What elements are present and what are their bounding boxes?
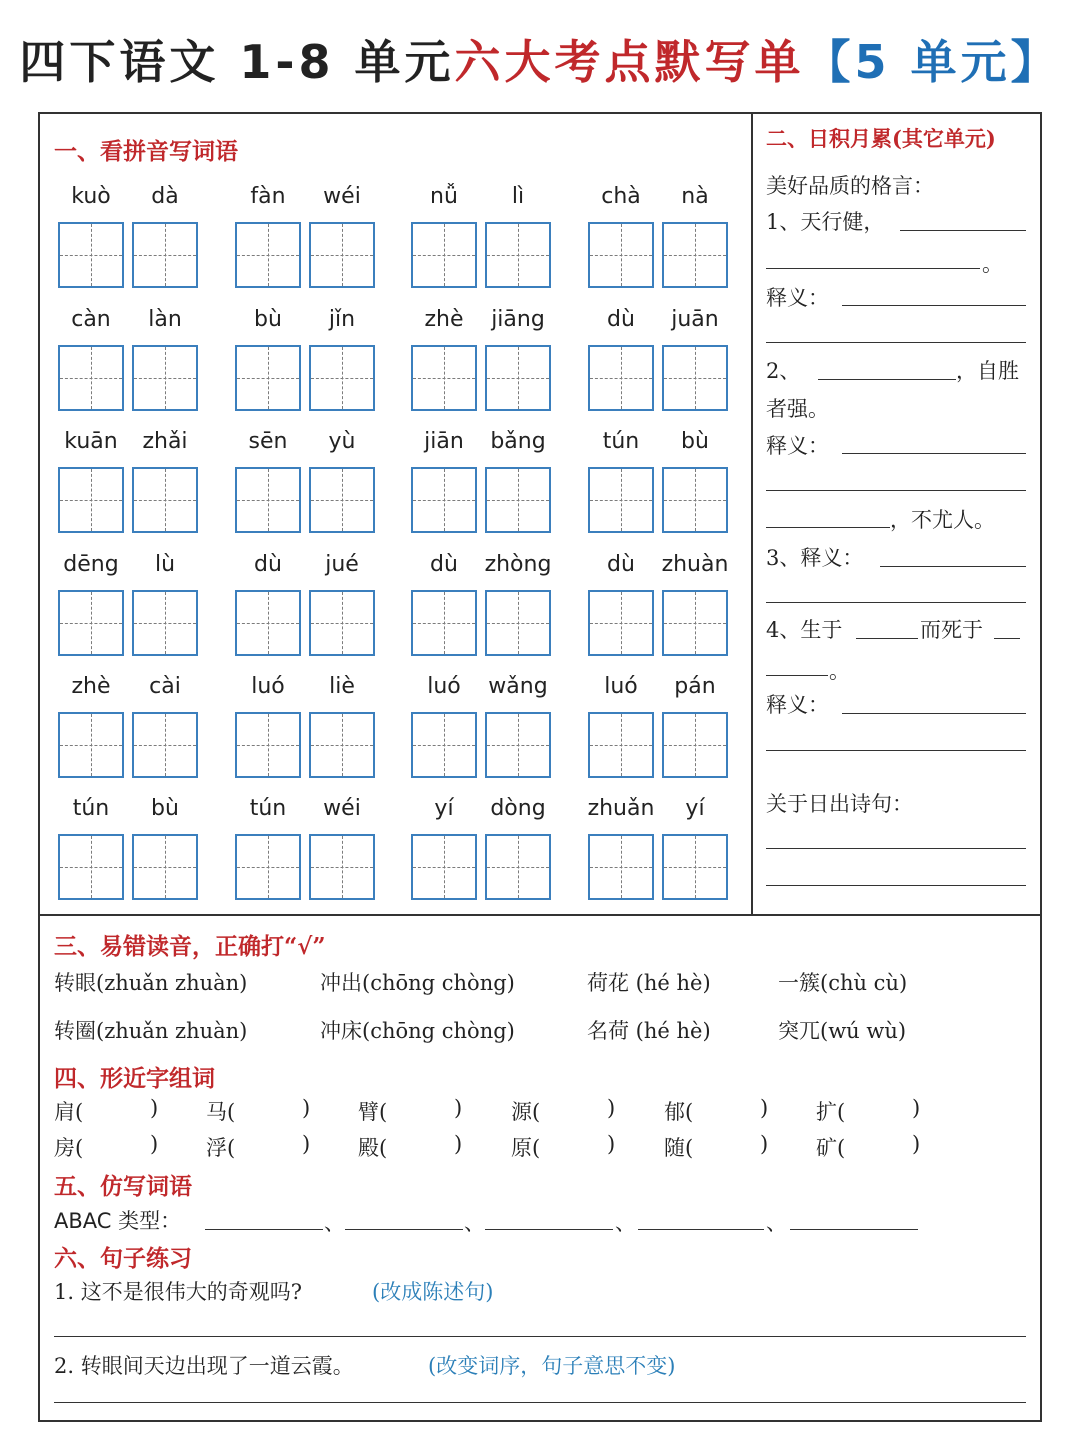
proverb-4-text: 4、生于 <box>766 618 843 642</box>
pinyin-label: wéi <box>323 796 361 821</box>
writing-box[interactable] <box>132 834 198 900</box>
writing-box[interactable] <box>485 834 551 900</box>
sentence-2-instruction: (改变词序，句子意思不变) <box>428 1354 676 1378</box>
pinyin-label: cài <box>149 674 181 699</box>
pinyin-label: zhǎi <box>142 429 188 454</box>
writing-box[interactable] <box>132 590 198 656</box>
proverb-1-blank-2[interactable] <box>766 268 980 269</box>
word-blank-close[interactable]: ) <box>607 1096 616 1120</box>
abac-separator: 、 <box>324 1211 345 1235</box>
pinyin-label: dù <box>254 552 282 577</box>
abac-separator: 、 <box>464 1211 485 1235</box>
pinyin-label: làn <box>148 307 182 332</box>
pinyin-label: zhuàn <box>661 552 729 577</box>
proverb-1-text: 1、天行健， <box>766 210 885 234</box>
writing-box[interactable] <box>58 834 124 900</box>
writing-box[interactable] <box>235 467 301 533</box>
pinyin-label: jǐn <box>328 307 356 332</box>
pinyin-label: zhè <box>71 674 111 699</box>
abac-blank-2[interactable] <box>345 1229 463 1230</box>
writing-box[interactable] <box>58 222 124 288</box>
pinyin-label: kuò <box>71 184 111 209</box>
pinyin-label: yù <box>328 429 356 454</box>
sentence-1-instruction: (改成陈述句) <box>372 1280 494 1304</box>
writing-box[interactable] <box>485 712 551 778</box>
section1-heading: 一、看拼音写词语 <box>54 138 238 165</box>
writing-box[interactable] <box>58 590 124 656</box>
writing-box[interactable] <box>132 345 198 411</box>
word-blank-close[interactable]: ) <box>302 1132 311 1156</box>
pinyin-label: bù <box>151 796 179 821</box>
writing-box[interactable] <box>235 834 301 900</box>
writing-box[interactable] <box>235 590 301 656</box>
word-blank-close[interactable]: ) <box>760 1132 769 1156</box>
pinyin-label: bù <box>254 307 282 332</box>
proverb-4-blank-2[interactable] <box>994 638 1020 639</box>
word-blank-close[interactable]: ) <box>150 1132 159 1156</box>
pronunciation-item[interactable]: 转圈(zhuǎn zhuàn) <box>54 1019 248 1043</box>
proverb-2-blank[interactable] <box>818 379 956 380</box>
writing-box[interactable] <box>588 467 654 533</box>
pinyin-label: yí <box>685 796 705 821</box>
writing-box[interactable] <box>309 590 375 656</box>
pinyin-label: chà <box>601 184 641 209</box>
pinyin-label: jiān <box>424 429 464 454</box>
pronunciation-item[interactable]: 冲床(chōng chòng) <box>320 1019 515 1043</box>
pinyin-label: kuān <box>64 429 118 454</box>
writing-box[interactable] <box>58 712 124 778</box>
proverb-4-meaning-blank[interactable] <box>842 713 1026 714</box>
pinyin-label: liè <box>329 674 355 699</box>
writing-box[interactable] <box>411 222 477 288</box>
sunrise-poem-blank[interactable] <box>766 848 1026 849</box>
proverb-4-meaning-blank-2[interactable] <box>766 750 1026 751</box>
word-blank-close[interactable]: ) <box>607 1132 616 1156</box>
pinyin-label: càn <box>71 307 111 332</box>
writing-box[interactable] <box>485 222 551 288</box>
proverb-3-blank[interactable] <box>766 527 890 528</box>
similar-character: 马( <box>206 1100 236 1124</box>
writing-box[interactable] <box>662 222 728 288</box>
sentence-2: 2. 转眼间天边出现了一道云霞。 <box>54 1354 354 1378</box>
similar-character: 房( <box>54 1136 84 1160</box>
writing-box[interactable] <box>485 345 551 411</box>
proverb-2-number: 2、 <box>766 359 801 383</box>
writing-box[interactable] <box>588 834 654 900</box>
word-blank-close[interactable]: ) <box>454 1096 463 1120</box>
pinyin-label: fàn <box>250 184 286 209</box>
sunrise-poem-label: 关于日出诗句： <box>766 792 913 816</box>
pronunciation-item[interactable]: 冲出(chōng chòng) <box>320 971 515 995</box>
writing-box[interactable] <box>662 834 728 900</box>
proverb-1-meaning-blank[interactable] <box>842 305 1026 306</box>
writing-box[interactable] <box>411 590 477 656</box>
writing-box[interactable] <box>662 467 728 533</box>
proverb-2-text-2: 者强。 <box>766 397 829 421</box>
writing-box[interactable] <box>58 345 124 411</box>
proverb-2-meaning-label: 释义： <box>766 434 829 458</box>
similar-character: 浮( <box>206 1136 236 1160</box>
proverb-3-text: ，不尤人。 <box>890 508 995 532</box>
proverb-3-meaning-blank[interactable] <box>880 566 1026 567</box>
proverb-1-blank[interactable] <box>900 230 1026 231</box>
proverb-3-meaning-blank-2[interactable] <box>766 602 1026 603</box>
writing-box[interactable] <box>309 345 375 411</box>
section2-heading: 二、日积月累(其它单元) <box>766 126 996 151</box>
pinyin-label: lù <box>154 552 176 577</box>
title-part-3: 【5 单元】 <box>804 35 1061 89</box>
proverb-1-meaning-blank-2[interactable] <box>766 342 1026 343</box>
word-blank-close[interactable]: ) <box>454 1132 463 1156</box>
similar-character: 源( <box>511 1100 541 1124</box>
pinyin-label: wǎng <box>488 674 548 699</box>
writing-box[interactable] <box>309 222 375 288</box>
proverb-1-period: 。 <box>982 252 1003 276</box>
writing-box[interactable] <box>588 712 654 778</box>
sentence-2-answer-line[interactable] <box>54 1402 1026 1403</box>
proverb-4-period: 。 <box>829 659 850 683</box>
writing-box[interactable] <box>411 712 477 778</box>
pinyin-label: zhè <box>424 307 464 332</box>
similar-character: 原( <box>511 1136 541 1160</box>
pinyin-label: dēng <box>63 552 119 577</box>
similar-character: 随( <box>664 1136 694 1160</box>
writing-box[interactable] <box>411 467 477 533</box>
pinyin-label: zhòng <box>484 552 552 577</box>
proverb-2-meaning-blank-2[interactable] <box>766 490 1026 491</box>
title-part-2: 六大考点默写单 <box>454 35 805 89</box>
title-part-1: 四下语文 1-8 单元 <box>19 35 455 89</box>
writing-box[interactable] <box>235 345 301 411</box>
pinyin-label: tún <box>602 429 640 454</box>
pronunciation-item[interactable]: 名荷 (hé hè) <box>587 1019 711 1043</box>
similar-character: 臂( <box>358 1100 388 1124</box>
pinyin-label: nà <box>681 184 709 209</box>
abac-blank-4[interactable] <box>638 1229 764 1230</box>
writing-box[interactable] <box>662 345 728 411</box>
pinyin-label: lì <box>511 184 525 209</box>
pinyin-label: tún <box>249 796 287 821</box>
word-blank-close[interactable]: ) <box>912 1096 921 1120</box>
pronunciation-item[interactable]: 转眼(zhuǎn zhuàn) <box>54 971 248 995</box>
section5-heading: 五、仿写词语 <box>54 1173 192 1200</box>
pinyin-label: wéi <box>323 184 361 209</box>
abac-separator: 、 <box>615 1211 636 1235</box>
similar-character: 矿( <box>816 1136 846 1160</box>
word-blank-close[interactable]: ) <box>150 1096 159 1120</box>
writing-box[interactable] <box>132 222 198 288</box>
word-blank-close[interactable]: ) <box>302 1096 311 1120</box>
writing-box[interactable] <box>411 345 477 411</box>
pinyin-label: dù <box>607 307 635 332</box>
similar-character: 殿( <box>358 1136 388 1160</box>
pinyin-label: luó <box>604 674 638 699</box>
similar-character: 郁( <box>664 1100 694 1124</box>
abac-blank-1[interactable] <box>205 1229 323 1230</box>
pinyin-label: bù <box>681 429 709 454</box>
writing-box[interactable] <box>662 712 728 778</box>
writing-box[interactable] <box>588 590 654 656</box>
pronunciation-item[interactable]: 荷花 (hé hè) <box>587 971 711 995</box>
pronunciation-item[interactable]: 突兀(wú wù) <box>778 1019 907 1043</box>
pinyin-label: bǎng <box>490 429 546 454</box>
writing-box[interactable] <box>309 834 375 900</box>
sentence-1: 1. 这不是很伟大的奇观吗? <box>54 1280 302 1304</box>
pinyin-label: sēn <box>248 429 288 454</box>
proverb-2-text: ，自胜 <box>956 359 1019 383</box>
writing-box[interactable] <box>309 712 375 778</box>
pinyin-label: dù <box>607 552 635 577</box>
pinyin-label: dòng <box>490 796 546 821</box>
page-title <box>0 26 1080 92</box>
proverb-4-meaning-label: 释义： <box>766 693 829 717</box>
proverb-3-meaning-label: 3、释义： <box>766 546 864 570</box>
writing-box[interactable] <box>588 345 654 411</box>
section3-heading: 三、易错读音，正确打“√” <box>54 933 326 960</box>
section4-heading: 四、形近字组词 <box>54 1065 215 1092</box>
proverb-subheading: 美好品质的格言： <box>766 174 934 198</box>
pinyin-label: luó <box>251 674 285 699</box>
sentence-1-answer-line[interactable] <box>54 1336 1026 1337</box>
writing-box[interactable] <box>58 467 124 533</box>
pinyin-label: dù <box>430 552 458 577</box>
writing-box[interactable] <box>588 222 654 288</box>
pinyin-label: jiāng <box>491 307 545 332</box>
writing-box[interactable] <box>662 590 728 656</box>
abac-label: ABAC 类型： <box>54 1209 182 1233</box>
pinyin-label: pán <box>674 674 716 699</box>
abac-blank-3[interactable] <box>485 1229 613 1230</box>
proverb-4-blank[interactable] <box>856 638 918 639</box>
sunrise-poem-blank-2[interactable] <box>766 885 1026 886</box>
abac-blank-5[interactable] <box>790 1229 918 1230</box>
writing-box[interactable] <box>485 467 551 533</box>
writing-box[interactable] <box>132 467 198 533</box>
abac-separator: 、 <box>766 1211 787 1235</box>
similar-character: 扩( <box>816 1100 846 1124</box>
pinyin-label: yí <box>434 796 454 821</box>
pronunciation-item[interactable]: 一簇(chù cù) <box>778 971 908 995</box>
pinyin-label: juān <box>671 307 719 332</box>
section6-heading: 六、句子练习 <box>54 1245 192 1272</box>
similar-character: 肩( <box>54 1100 84 1124</box>
pinyin-label: tún <box>72 796 110 821</box>
proverb-2-meaning-blank[interactable] <box>842 453 1026 454</box>
pinyin-label: zhuǎn <box>587 796 655 821</box>
writing-box[interactable] <box>235 222 301 288</box>
writing-box[interactable] <box>485 590 551 656</box>
pinyin-label: jué <box>325 552 359 577</box>
pinyin-label: luó <box>427 674 461 699</box>
proverb-4-blank-3[interactable] <box>766 675 828 676</box>
proverb-4-text-2: 而死于 <box>920 618 983 642</box>
proverb-1-meaning-label: 释义： <box>766 286 829 310</box>
writing-box[interactable] <box>132 712 198 778</box>
pinyin-label: dà <box>151 184 179 209</box>
writing-box[interactable] <box>235 712 301 778</box>
word-blank-close[interactable]: ) <box>760 1096 769 1120</box>
pinyin-label: nǚ <box>430 184 458 209</box>
writing-box[interactable] <box>411 834 477 900</box>
writing-box[interactable] <box>309 467 375 533</box>
word-blank-close[interactable]: ) <box>912 1132 921 1156</box>
